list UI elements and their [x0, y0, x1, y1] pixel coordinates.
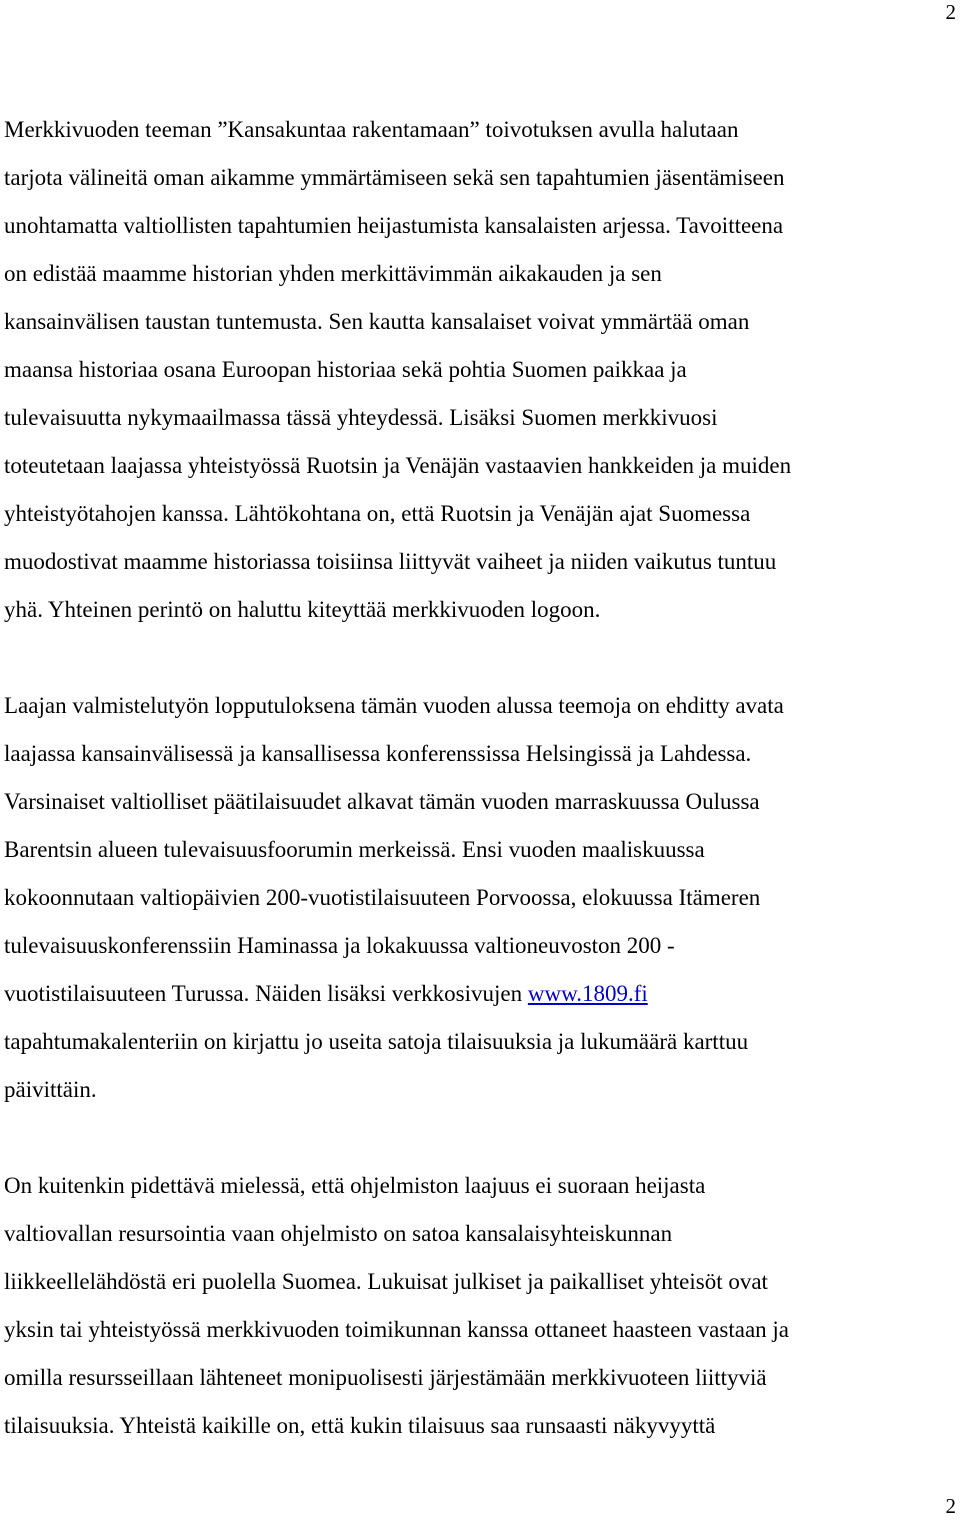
text-before-link: vuotistilaisuuteen Turussa. Näiden lisäksi verkkosivujen: [4, 981, 528, 1006]
text-line: tapahtumakalenteriin on kirjattu jo useita satoja tilaisuuksia ja lukumäärä karttuu: [4, 1029, 749, 1054]
text-line: omilla resursseillaan lähteneet monipuolisesti järjestämään merkkivuoteen liittyviä: [4, 1365, 767, 1390]
text-line: on edistää maamme historian yhden merkittävimmän aikakauden ja sen: [4, 261, 662, 286]
paragraph-3: [4, 1162, 960, 1450]
text-line: Laajan valmistelutyön lopputuloksena tämän vuoden alussa teemoja on ehditty avata: [4, 693, 784, 718]
page-number-bottom: 2: [945, 1494, 956, 1518]
text-line: liikkeellelähdöstä eri puolella Suomea. Lukuisat julkiset ja paikalliset yhteisöt ovat: [4, 1269, 768, 1294]
text-line: tilaisuuksia. Yhteistä kaikille on, että kukin tilaisuus saa runsaasti näkyvyyttä: [4, 1413, 716, 1438]
text-line: tulevaisuuskonferenssiin Haminassa ja lokakuussa valtioneuvoston 200 -: [4, 933, 675, 958]
text-line: yksin tai yhteistyössä merkkivuoden toimikunnan kanssa ottaneet haasteen vastaan ja: [4, 1317, 789, 1342]
page-number-top: 2: [945, 0, 956, 24]
paragraph-2: [4, 682, 960, 1114]
document-body: [4, 106, 960, 1450]
text-line: Merkkivuoden teeman ”Kansakuntaa rakentamaan” toivotuksen avulla halutaan: [4, 117, 739, 142]
paragraph-1: [4, 106, 960, 634]
text-line: tarjota välineitä oman aikamme ymmärtämiseen sekä sen tapahtumien jäsentämiseen: [4, 165, 785, 190]
text-line-with-link: [4, 970, 960, 1018]
text-line: yhä. Yhteinen perintö on haluttu kiteyttää merkkivuoden logoon.: [4, 597, 601, 622]
website-link[interactable]: www.1809.fi: [527, 981, 648, 1006]
text-line: laajassa kansainvälisessä ja kansallisessa konferenssissa Helsingissä ja Lahdessa.: [4, 741, 752, 766]
text-line: maansa historiaa osana Euroopan historiaa sekä pohtia Suomen paikkaa ja: [4, 357, 687, 382]
text-line: tulevaisuutta nykymaailmassa tässä yhteydessä. Lisäksi Suomen merkkivuosi: [4, 405, 718, 430]
text-line: muodostivat maamme historiassa toisiinsa liittyvät vaiheet ja niiden vaikutus tuntuu: [4, 549, 777, 574]
text-line: kansainvälisen taustan tuntemusta. Sen kautta kansalaiset voivat ymmärtää oman: [4, 309, 750, 334]
text-line: Varsinaiset valtiolliset päätilaisuudet alkavat tämän vuoden marraskuussa Oulussa: [4, 789, 760, 814]
text-line: päivittäin.: [4, 1077, 97, 1102]
text-line: kokoonnutaan valtiopäivien 200-vuotistilaisuuteen Porvoossa, elokuussa Itämeren: [4, 885, 761, 910]
text-line: unohtamatta valtiollisten tapahtumien heijastumista kansalaisten arjessa. Tavoitteena: [4, 213, 784, 238]
text-line: yhteistyötahojen kanssa. Lähtökohtana on, että Ruotsin ja Venäjän ajat Suomessa: [4, 501, 751, 526]
text-line: On kuitenkin pidettävä mielessä, että ohjelmiston laajuus ei suoraan heijasta: [4, 1173, 706, 1198]
text-line: valtiovallan resursointia vaan ohjelmisto on satoa kansalaisyhteiskunnan: [4, 1221, 673, 1246]
text-line: toteutetaan laajassa yhteistyössä Ruotsin ja Venäjän vastaavien hankkeiden ja muiden: [4, 453, 792, 478]
text-line: Barentsin alueen tulevaisuusfoorumin merkeissä. Ensi vuoden maaliskuussa: [4, 837, 705, 862]
